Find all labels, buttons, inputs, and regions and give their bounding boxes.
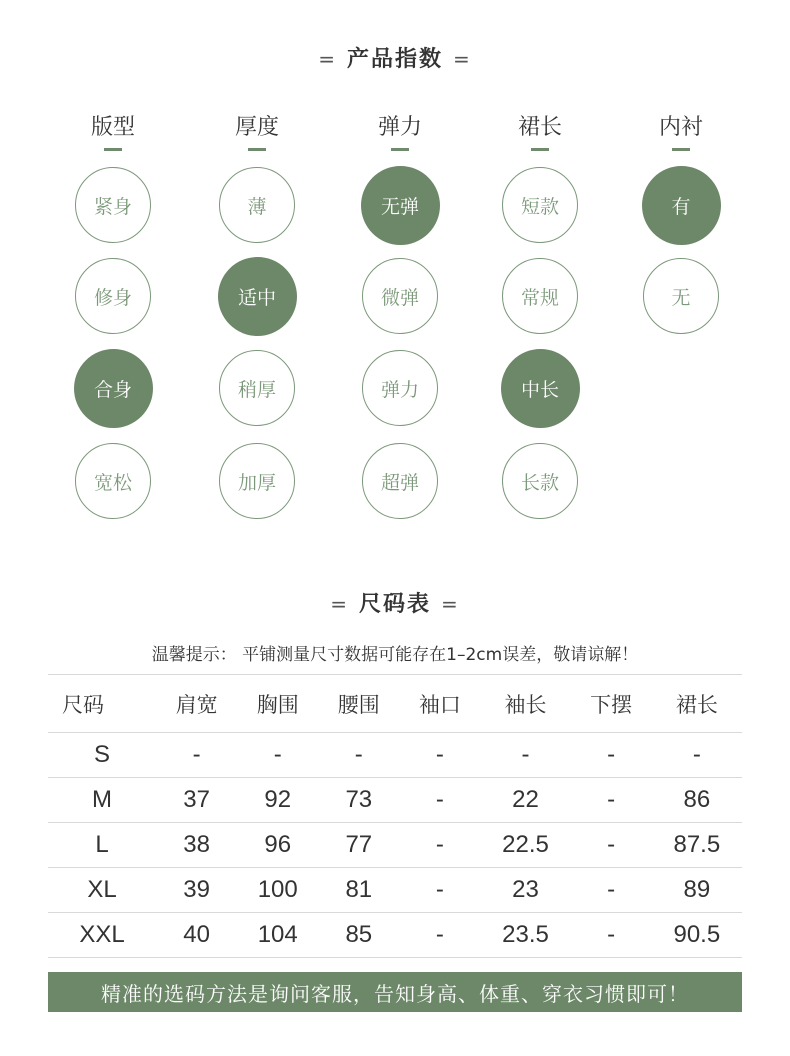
size-value-cell: - [237,733,318,778]
index-option-label: 修身 [93,286,132,309]
size-table-header-cell: 裙长 [652,675,742,733]
measurement-tip: 温馨提示： 平铺测量尺寸数据可能存在1–2cm误差，敬请谅解！ [151,645,639,665]
size-value-cell: 81 [318,868,399,913]
index-option-label: 合身 [93,378,132,401]
size-value-cell: - [480,733,570,778]
size-value-cell: 73 [318,778,399,823]
size-value-cell: 39 [156,868,237,913]
title-deco-right: = [441,592,460,616]
index-option-label: 微弹 [380,286,419,309]
index-option-label: 无 [671,286,691,309]
index-option [502,443,578,519]
size-label-cell: XL [48,868,156,913]
size-value-cell: 38 [156,823,237,868]
size-label-cell: S [48,733,156,778]
index-option-label: 加厚 [237,471,276,494]
size-value-cell: - [318,733,399,778]
index-option-selected [218,257,297,336]
size-table-header-cell: 腰围 [318,675,399,733]
index-option-label: 超弹 [380,471,419,494]
index-option [362,350,438,426]
index-column-label: 裙长 [517,115,562,140]
index-option-selected [361,166,440,245]
index-option-label: 中长 [520,378,559,401]
index-option-label: 长款 [520,471,559,494]
size-label-cell: M [48,778,156,823]
index-option [362,258,438,334]
size-value-cell: - [399,733,480,778]
size-value-cell: 23.5 [480,913,570,958]
index-column-header [631,110,731,151]
size-value-cell: 87.5 [652,823,742,868]
product-index-title-text: 产品指数 [346,47,443,72]
index-column-header [490,110,590,151]
size-value-cell: 23 [480,868,570,913]
size-chart-title [0,587,790,618]
size-value-cell: - [399,823,480,868]
size-value-cell: 37 [156,778,237,823]
size-value-cell: - [652,733,742,778]
table-row [48,778,742,823]
size-value-cell: 92 [237,778,318,823]
size-label-cell: L [48,823,156,868]
size-value-cell: - [156,733,237,778]
size-table-header-cell: 袖长 [480,675,570,733]
size-table [48,674,742,958]
index-option [219,167,295,243]
index-column-header [207,110,307,151]
index-option [643,258,719,334]
index-option [362,443,438,519]
index-option-selected [74,349,153,428]
size-value-cell: 96 [237,823,318,868]
size-table-header-row [48,675,742,733]
index-option-selected [642,166,721,245]
size-value-cell: 85 [318,913,399,958]
index-option-label: 弹力 [380,378,419,401]
title-deco-left: = [318,47,337,71]
size-table-header-cell: 尺码 [48,675,156,733]
size-value-cell: - [571,778,652,823]
title-deco-left: = [330,592,349,616]
index-option [502,167,578,243]
size-value-cell: - [399,778,480,823]
header-underline [672,148,690,151]
size-value-cell: 100 [237,868,318,913]
table-row [48,913,742,958]
index-column-label: 弹力 [377,115,422,140]
size-table-header-cell: 胸围 [237,675,318,733]
header-underline [248,148,266,151]
index-column-label: 内衬 [658,115,703,140]
size-table-header-cell: 下摆 [571,675,652,733]
size-value-cell: - [399,913,480,958]
footer-banner: 精准的选码方法是询问客服，告知身高、体重、穿衣习惯即可！ [48,972,742,1012]
size-table-header-cell: 肩宽 [156,675,237,733]
index-option [75,258,151,334]
size-value-cell: 89 [652,868,742,913]
index-column-label: 版型 [90,115,135,140]
index-option [75,167,151,243]
size-value-cell: - [571,733,652,778]
size-value-cell: - [571,868,652,913]
size-value-cell: - [571,823,652,868]
table-row [48,733,742,778]
index-option-label: 无弹 [380,195,419,218]
header-underline [104,148,122,151]
index-option-label: 稍厚 [237,378,276,401]
size-value-cell: 22.5 [480,823,570,868]
index-option-selected [501,349,580,428]
size-value-cell: 86 [652,778,742,823]
index-option-label: 薄 [247,195,267,218]
size-chart-title-text: 尺码表 [358,592,431,617]
title-deco-right: = [453,47,472,71]
size-value-cell: 22 [480,778,570,823]
size-value-cell: 40 [156,913,237,958]
index-column-header [63,110,163,151]
index-option-label: 宽松 [93,471,132,494]
index-column-label: 厚度 [234,115,279,140]
index-option [219,443,295,519]
index-option-label: 有 [671,195,691,218]
index-option [502,258,578,334]
header-underline [531,148,549,151]
table-row [48,868,742,913]
size-value-cell: 77 [318,823,399,868]
index-option-label: 常规 [520,286,559,309]
size-value-cell: 104 [237,913,318,958]
size-value-cell: - [399,868,480,913]
size-value-cell: 90.5 [652,913,742,958]
index-option-label: 短款 [520,195,559,218]
index-option [75,443,151,519]
index-option [219,350,295,426]
size-label-cell: XXL [48,913,156,958]
index-option-label: 紧身 [93,195,132,218]
product-index-title [0,42,790,73]
size-table-header-cell: 袖口 [399,675,480,733]
header-underline [391,148,409,151]
index-option-label: 适中 [237,286,276,309]
size-value-cell: - [571,913,652,958]
index-column-header [350,110,450,151]
table-row [48,823,742,868]
